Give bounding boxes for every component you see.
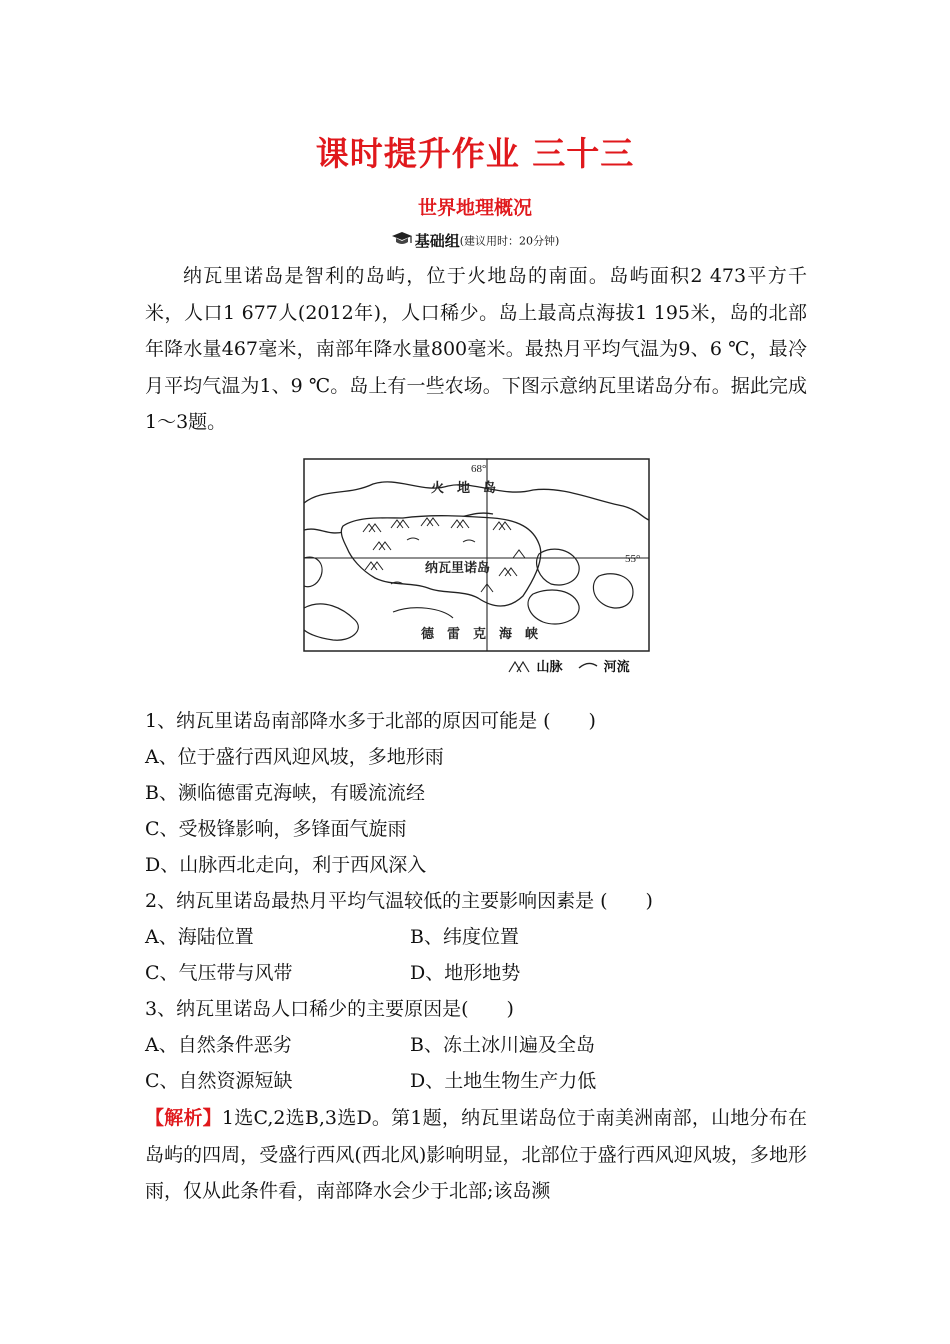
page-subtitle: 世界地理概况: [417, 197, 532, 219]
legend-river-label: 河流: [603, 660, 630, 675]
question-1-stem: 1、纳瓦里诺岛南部降水多于北部的原因可能是 ( ): [145, 710, 596, 732]
page-title: 课时提升作业 三十三: [315, 134, 635, 173]
question-3-stem: 3、纳瓦里诺岛人口稀少的主要原因是( ): [145, 998, 514, 1020]
analysis-paragraph: [145, 1100, 807, 1210]
legend-mountain-label: 山脉: [536, 660, 563, 675]
question-2-option-b: B、纬度位置: [410, 926, 519, 948]
question-3-option-c: C、自然资源短缺: [145, 1070, 293, 1092]
lat-label: 55°: [625, 553, 641, 565]
lon-label: 68°: [471, 463, 487, 475]
question-1-option-c: C、受极锋影响，多锋面气旋雨: [145, 818, 407, 840]
label-navarino: 纳瓦里诺岛: [425, 561, 491, 576]
label-drake-passage: 德 雷 克 海 峡: [421, 627, 539, 642]
question-2-stem: 2、纳瓦里诺岛最热月平均气温较低的主要影响因素是 ( ): [145, 890, 653, 912]
map-legend: [508, 656, 630, 675]
section-label: 基础组: [414, 232, 460, 250]
analysis-tag: 【解析】: [145, 1107, 222, 1129]
question-3-option-b: B、冻土冰川遍及全岛: [410, 1034, 595, 1056]
time-suggestion: (建议用时：20分钟): [459, 234, 560, 248]
river-legend-icon: [577, 660, 599, 672]
analysis-text: 1选C,2选B,3选D。第1题，纳瓦里诺岛位于南美洲南部，山地分布在岛屿的四周，受盛行西风(西北风)影响明显，北部位于盛行西风迎风坡，多地形雨，仅从此条件看，南部降水会少于北部;该岛濒: [145, 1107, 807, 1202]
section-header: [0, 230, 950, 251]
question-1-option-b: B、濒临德雷克海峡，有暖流流经: [145, 782, 425, 804]
question-2-option-c: C、气压带与风带: [145, 962, 293, 984]
question-1-option-d: D、山脉西北走向，利于西风深入: [145, 854, 427, 876]
question-1-option-a: A、位于盛行西风迎风坡，多地形雨: [145, 746, 444, 768]
question-3-option-d: D、土地生物生产力低: [410, 1070, 597, 1092]
label-tierra-del-fuego: 火 地 岛: [431, 481, 497, 496]
navarino-map: [303, 458, 651, 653]
mountain-legend-icon: [508, 659, 532, 673]
graduation-cap-icon: [391, 231, 413, 251]
intro-paragraph: 纳瓦里诺岛是智利的岛屿，位于火地岛的南面。岛屿面积2 473平方千米，人口1 677人(2012年)，人口稀少。岛上最高点海拔1 195米，岛的北部年降水量467毫米，南部年降水量800毫米。最热月平均气温为9、6 ℃，最冷月平均气温为1、9 ℃。岛上有一些农场。下图示意纳瓦里诺岛分布。据此完成1～3题。: [145, 265, 807, 433]
question-2-option-d: D、地形地势: [410, 962, 521, 984]
question-2-option-a: A、海陆位置: [145, 926, 254, 948]
question-3-option-a: A、自然条件恶劣: [145, 1034, 292, 1056]
